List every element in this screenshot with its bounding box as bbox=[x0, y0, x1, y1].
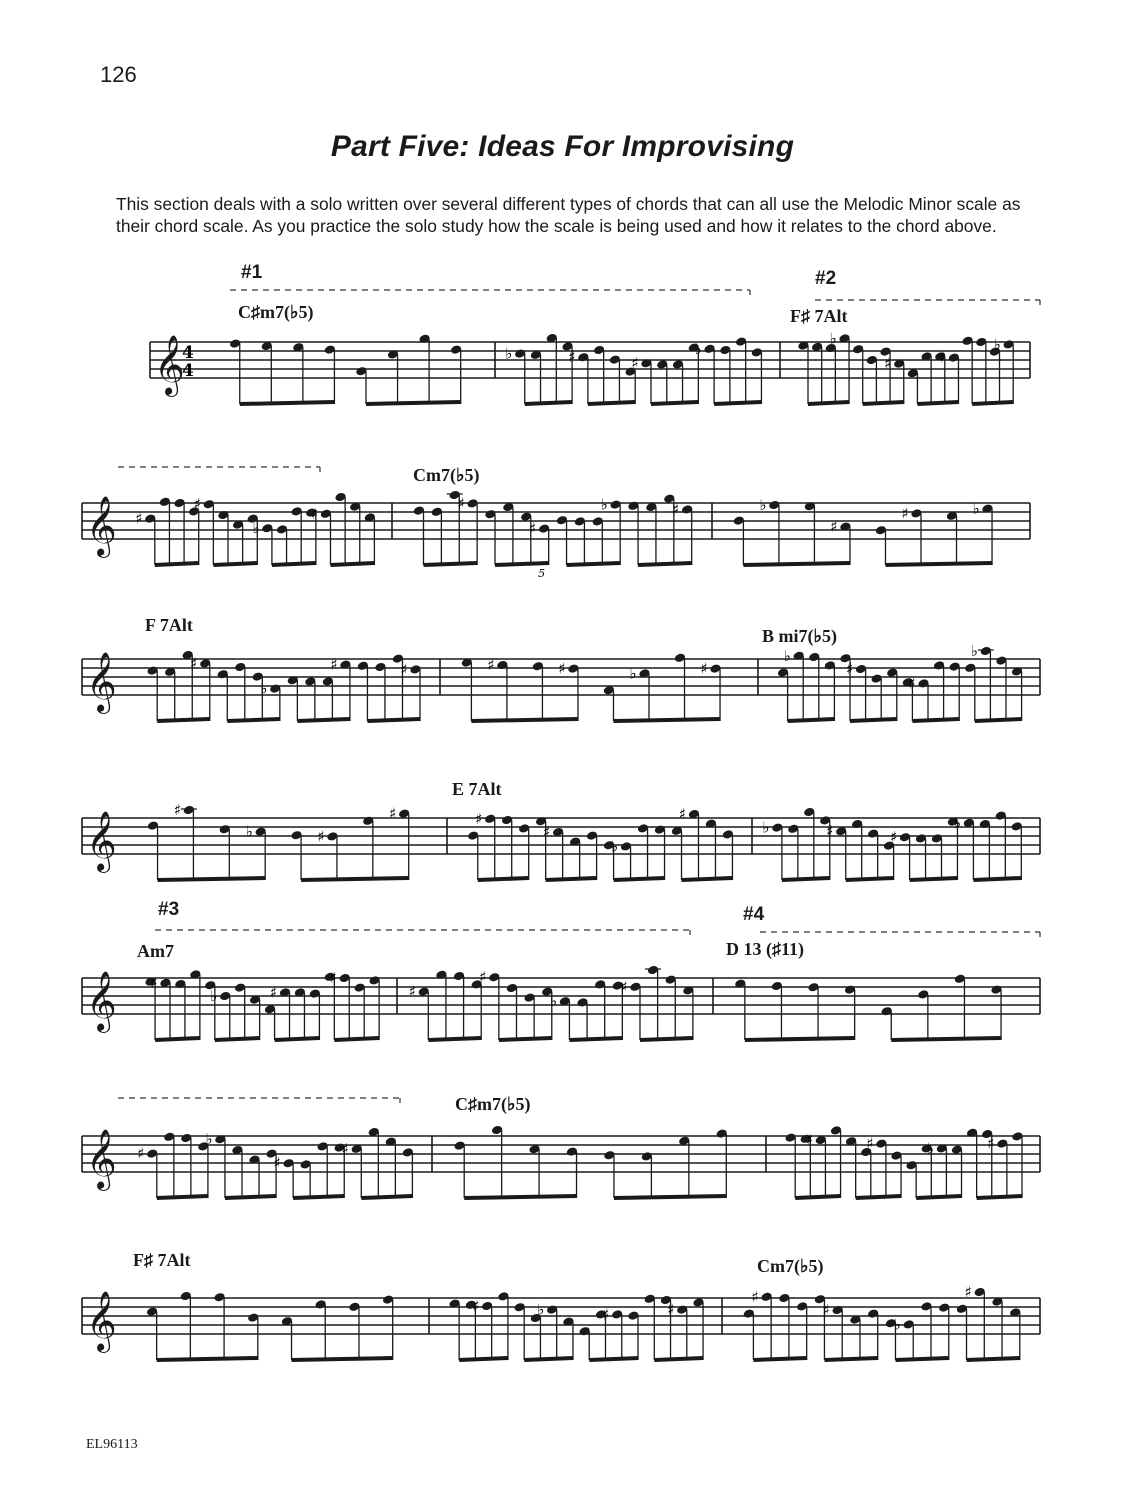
accidental-icon: ♯ bbox=[479, 968, 487, 987]
accidental-icon: ♯ bbox=[822, 1301, 830, 1319]
accidental-icon: ♯ bbox=[678, 805, 687, 823]
treble-clef-icon: 𝄞 bbox=[154, 335, 185, 395]
accidental-icon: ♯ bbox=[846, 660, 854, 678]
beam bbox=[967, 1358, 1020, 1360]
accidental-icon: ♯ bbox=[558, 659, 566, 678]
chord-symbol: B mi7(♭5) bbox=[762, 626, 837, 646]
beam bbox=[275, 1038, 320, 1040]
page-title: Part Five: Ideas For Improvising bbox=[330, 130, 795, 163]
beam bbox=[973, 878, 1021, 880]
treble-clef-icon: 𝄞 bbox=[86, 496, 117, 556]
beam bbox=[745, 1038, 855, 1040]
accidental-icon: ♯ bbox=[889, 828, 898, 847]
beam bbox=[428, 1038, 481, 1040]
accidental-icon: ♭ bbox=[759, 496, 767, 514]
accidental-icon: ♯ bbox=[751, 1287, 759, 1306]
chord-symbol: C♯m7(♭5) bbox=[455, 1094, 531, 1114]
chord-symbol: F♯ 7Alt bbox=[790, 306, 848, 326]
beam bbox=[227, 719, 280, 721]
accidental-icon: ♭ bbox=[610, 837, 619, 856]
accidental-icon: ♭ bbox=[993, 335, 1001, 354]
accidental-icon: ♯ bbox=[602, 1305, 610, 1324]
beam bbox=[330, 563, 374, 565]
accidental-icon: ♯ bbox=[487, 656, 495, 674]
accidental-icon: ♯ bbox=[269, 983, 278, 1002]
beam bbox=[891, 1038, 1001, 1040]
accidental-icon: ♯ bbox=[475, 809, 483, 828]
beam bbox=[301, 878, 409, 880]
chord-symbol: Am7 bbox=[137, 941, 174, 961]
accidental-icon: ♭ bbox=[210, 987, 218, 1005]
section-guide-line bbox=[0, 461, 1125, 473]
accidental-icon: ♭ bbox=[972, 499, 980, 518]
section-guide-line bbox=[0, 926, 1125, 938]
beam bbox=[155, 1038, 200, 1040]
treble-clef-icon: 𝄞 bbox=[86, 971, 117, 1031]
beam bbox=[567, 563, 621, 565]
accidental-icon: ♭ bbox=[694, 339, 702, 358]
beam bbox=[885, 563, 992, 565]
beam bbox=[334, 1038, 379, 1040]
beam bbox=[157, 1196, 208, 1198]
section-marker-1: #1 bbox=[241, 262, 263, 283]
beam bbox=[272, 563, 316, 565]
beam bbox=[478, 878, 529, 880]
beam bbox=[225, 1196, 276, 1198]
beam bbox=[366, 402, 461, 404]
beam bbox=[916, 1196, 961, 1198]
beam bbox=[588, 402, 635, 404]
beam bbox=[240, 402, 335, 404]
beam bbox=[546, 878, 597, 880]
staff-system bbox=[0, 1238, 1125, 1358]
accidental-icon: ♯ bbox=[389, 804, 397, 823]
beam bbox=[640, 1038, 693, 1040]
accidental-icon: ♯ bbox=[472, 1297, 480, 1315]
accidental-icon: ♭ bbox=[505, 344, 513, 363]
beam bbox=[499, 1038, 552, 1040]
accidental-icon: ♭ bbox=[762, 818, 770, 837]
accidental-icon: ♯ bbox=[150, 973, 158, 992]
accidental-icon: ♯ bbox=[964, 1283, 972, 1301]
beam bbox=[856, 1196, 901, 1198]
staff-system bbox=[0, 758, 1125, 878]
chord-symbol: C♯m7(♭5) bbox=[238, 302, 314, 322]
accidental-icon: ♯ bbox=[805, 1131, 814, 1149]
beam bbox=[808, 402, 849, 404]
beam bbox=[157, 719, 210, 721]
accidental-icon: ♯ bbox=[137, 1144, 145, 1163]
accidental-icon: ♯ bbox=[826, 822, 834, 841]
beam bbox=[651, 402, 698, 404]
beam bbox=[788, 719, 835, 721]
chord-symbol: Cm7(♭5) bbox=[413, 465, 480, 485]
accidental-icon: ♯ bbox=[700, 659, 708, 678]
time-signature-denominator: 4 bbox=[182, 361, 194, 381]
accidental-icon: ♯ bbox=[329, 969, 337, 987]
beam bbox=[614, 878, 665, 880]
tuplet-number: 5 bbox=[538, 567, 546, 580]
accidental-icon: ♯ bbox=[310, 504, 319, 523]
beam bbox=[912, 719, 959, 721]
beam bbox=[589, 1358, 638, 1360]
accidental-icon: ♭ bbox=[245, 822, 253, 841]
chord-symbol: Cm7(♭5) bbox=[757, 1256, 824, 1276]
accidental-icon: ♯ bbox=[667, 1300, 675, 1319]
beam bbox=[917, 402, 958, 404]
beam bbox=[215, 1038, 260, 1040]
section-guide-line bbox=[0, 1092, 1125, 1104]
accidental-icon: ♯ bbox=[408, 982, 416, 1001]
section-marker-3: #3 bbox=[158, 899, 180, 920]
beam bbox=[846, 878, 894, 880]
staff-system bbox=[0, 599, 1125, 719]
accidental-icon: ♯ bbox=[901, 504, 909, 523]
accidental-icon: ♯ bbox=[341, 1139, 349, 1158]
accidental-icon: ♯ bbox=[273, 1154, 281, 1173]
beam bbox=[782, 878, 830, 880]
accidental-icon: ♭ bbox=[600, 495, 608, 514]
accidental-icon: ♯ bbox=[908, 674, 916, 693]
section-marker-2: #2 bbox=[815, 268, 837, 289]
accidental-icon: ♯ bbox=[830, 517, 838, 536]
treble-clef-icon: 𝄞 bbox=[86, 652, 117, 712]
beam bbox=[158, 878, 266, 880]
page-number: 126 bbox=[100, 62, 137, 87]
beam bbox=[743, 563, 850, 565]
accidental-icon: ♯ bbox=[173, 801, 182, 819]
beam bbox=[157, 1358, 258, 1360]
accidental-icon: ♭ bbox=[953, 813, 961, 832]
beam bbox=[464, 1196, 576, 1198]
section-marker-4: #4 bbox=[743, 904, 765, 925]
accidental-icon: ♭ bbox=[783, 646, 791, 665]
accidental-icon: ♭ bbox=[829, 329, 837, 348]
beam bbox=[682, 878, 733, 880]
accidental-icon: ♯ bbox=[190, 654, 198, 673]
treble-clef-icon: 𝄞 bbox=[86, 811, 117, 871]
beam bbox=[525, 402, 572, 404]
accidental-icon: ♯ bbox=[529, 519, 537, 538]
accidental-icon: ♯ bbox=[568, 348, 576, 367]
beam bbox=[569, 1038, 622, 1040]
accidental-icon: ♯ bbox=[317, 827, 325, 846]
treble-clef-icon: 𝄞 bbox=[86, 1291, 117, 1351]
beam bbox=[524, 1358, 573, 1360]
beam bbox=[975, 719, 1022, 721]
beam bbox=[753, 1358, 806, 1360]
accidental-icon: ♭ bbox=[260, 679, 268, 698]
accidental-icon: ♯ bbox=[938, 348, 947, 367]
beam bbox=[361, 1196, 412, 1198]
beam bbox=[292, 1358, 393, 1360]
accidental-icon: ♯ bbox=[866, 1134, 874, 1153]
chord-symbol: F♯ 7Alt bbox=[133, 1250, 191, 1270]
beam bbox=[459, 1358, 508, 1360]
beam bbox=[638, 563, 692, 565]
accidental-icon: ♯ bbox=[884, 354, 892, 373]
accidental-icon: ♯ bbox=[330, 655, 338, 674]
beam bbox=[895, 1358, 948, 1360]
accidental-icon: ♯ bbox=[543, 823, 551, 841]
accidental-icon: ♯ bbox=[193, 495, 202, 514]
accidental-icon: ♯ bbox=[672, 500, 680, 519]
beam bbox=[910, 878, 958, 880]
accidental-icon: ♯ bbox=[400, 660, 408, 679]
beam bbox=[863, 402, 904, 404]
accidental-icon: ♭ bbox=[629, 664, 637, 683]
beam bbox=[424, 563, 478, 565]
beam bbox=[654, 1358, 703, 1360]
intro-paragraph: This section deals with a solo written over several different types of chords that can all use the Melodic Minor scale as their chord scale. As you practice the solo study how the scale is being used and how it relates to the chord above. bbox=[116, 194, 1021, 236]
accidental-icon: ♭ bbox=[537, 1300, 545, 1319]
beam bbox=[613, 719, 720, 721]
accidental-icon: ♯ bbox=[987, 1134, 995, 1153]
accidental-icon: ♯ bbox=[135, 509, 143, 528]
accidental-icon: ♭ bbox=[970, 642, 978, 660]
accidental-icon: ♭ bbox=[205, 1130, 213, 1149]
beam bbox=[614, 1196, 726, 1198]
beam bbox=[850, 719, 897, 721]
beam bbox=[213, 563, 257, 565]
chord-symbol: E 7Alt bbox=[452, 779, 502, 799]
accidental-icon: ♭ bbox=[549, 992, 557, 1011]
beam bbox=[714, 402, 761, 404]
beam bbox=[824, 1358, 877, 1360]
beam bbox=[297, 719, 350, 721]
beam bbox=[495, 563, 549, 565]
footer-code: EL96113 bbox=[86, 1437, 138, 1452]
accidental-icon: ♭ bbox=[252, 519, 260, 538]
treble-clef-icon: 𝄞 bbox=[86, 1129, 117, 1189]
accidental-icon: ♭ bbox=[926, 1139, 934, 1158]
accidental-icon: ♯ bbox=[631, 354, 639, 373]
accidental-icon: ♯ bbox=[620, 977, 628, 996]
chord-symbol: D 13 (♯11) bbox=[726, 939, 804, 959]
beam bbox=[155, 563, 199, 565]
beam bbox=[471, 719, 578, 721]
beam bbox=[972, 402, 1013, 404]
beam bbox=[293, 1196, 344, 1198]
accidental-icon: ♯ bbox=[457, 494, 465, 513]
chord-symbol: F 7Alt bbox=[145, 615, 193, 635]
time-signature-numerator: 4 bbox=[182, 343, 194, 363]
beam bbox=[795, 1196, 840, 1198]
beam bbox=[367, 719, 420, 721]
accidental-icon: ♭ bbox=[893, 1315, 901, 1334]
beam bbox=[977, 1196, 1022, 1198]
section-guide-line bbox=[0, 294, 1125, 306]
